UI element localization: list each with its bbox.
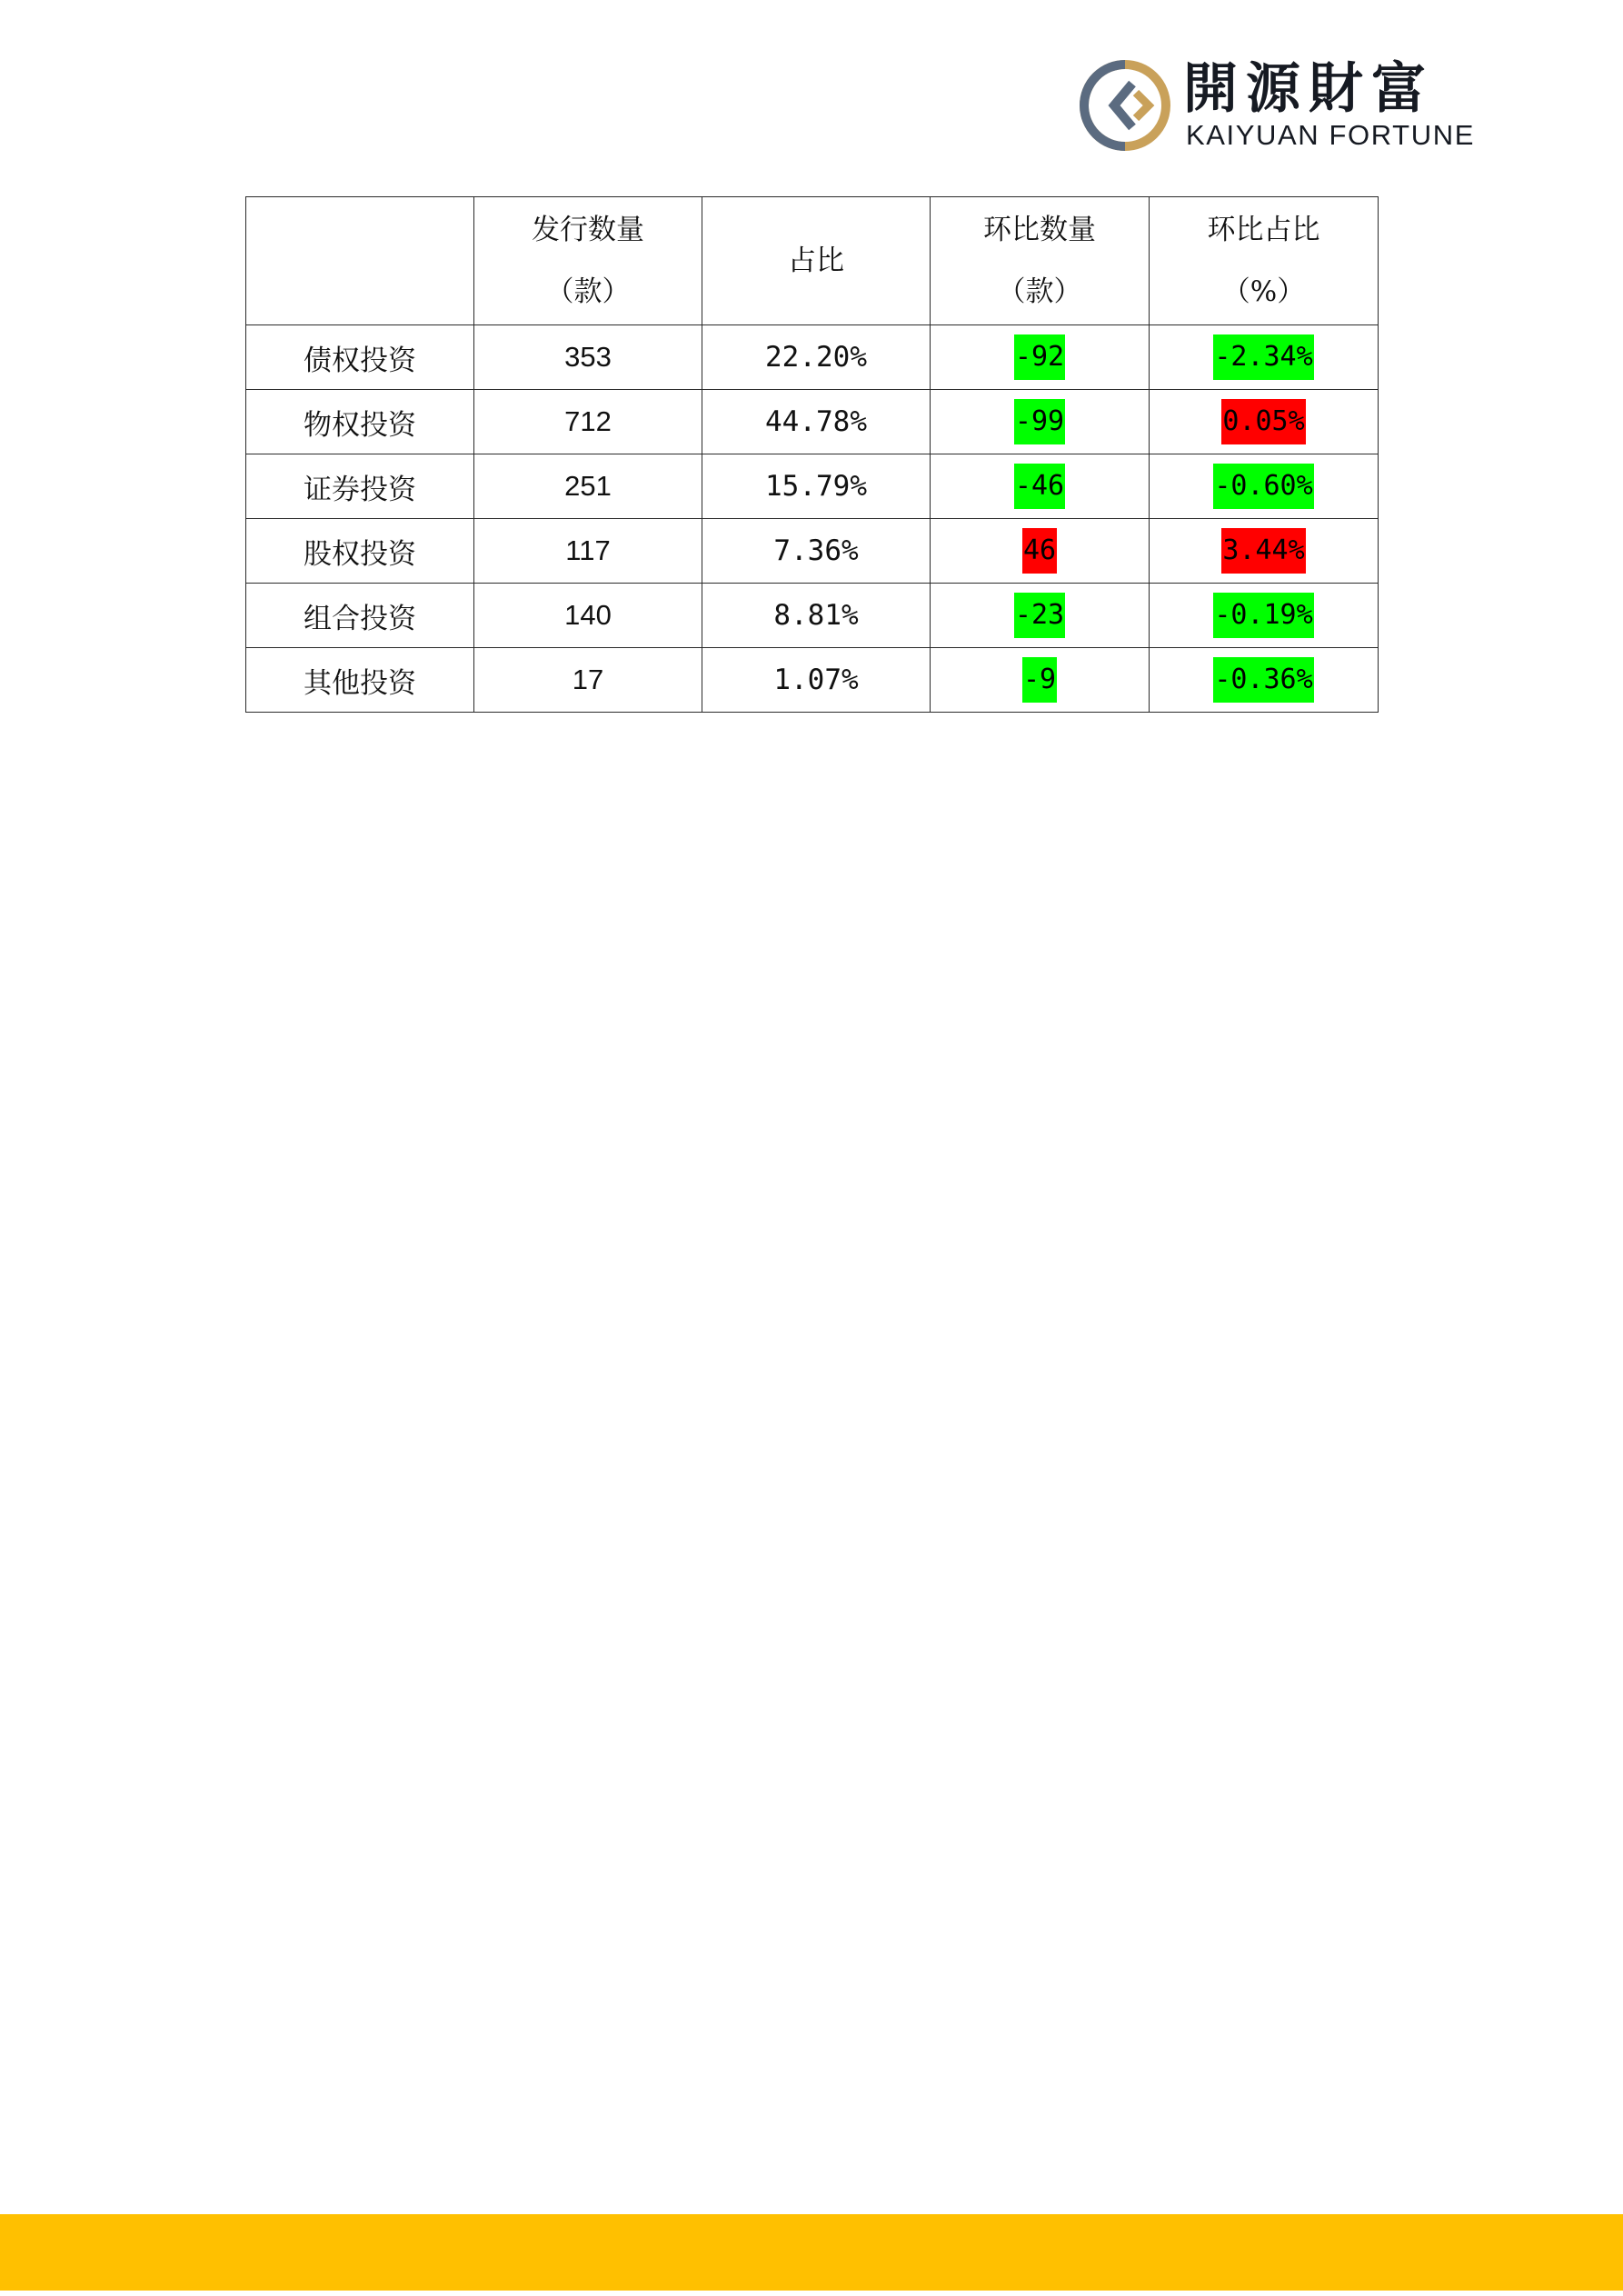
qoq-count-value: -23: [1014, 593, 1065, 638]
table-row: [246, 648, 1379, 713]
footer-color-band: [0, 2214, 1623, 2291]
table-row: [246, 390, 1379, 454]
cell-qoq-share: [1150, 325, 1379, 390]
cell-share: 44.78%: [702, 390, 931, 454]
table-header-row: [246, 197, 1379, 325]
cell-category: 股权投资: [246, 519, 474, 584]
cell-qoq-count: [931, 519, 1150, 584]
cell-category: 其他投资: [246, 648, 474, 713]
header-issuance-count: 发行数量 （款）: [474, 197, 702, 325]
cell-category: 证券投资: [246, 454, 474, 519]
qoq-count-value: -99: [1014, 399, 1065, 444]
cell-count: 353: [474, 325, 702, 390]
qoq-share-value: -0.36%: [1213, 657, 1313, 703]
cell-share: 1.07%: [702, 648, 931, 713]
qoq-share-value: -2.34%: [1213, 334, 1313, 380]
cell-qoq-share: [1150, 454, 1379, 519]
cell-count: 251: [474, 454, 702, 519]
qoq-count-value: 46: [1022, 528, 1057, 574]
cell-qoq-count: [931, 390, 1150, 454]
cell-category: 物权投资: [246, 390, 474, 454]
header-share: 占比: [702, 197, 931, 325]
cell-count: 140: [474, 584, 702, 648]
cell-share: 22.20%: [702, 325, 931, 390]
qoq-share-value: -0.60%: [1213, 464, 1313, 509]
cell-qoq-count: [931, 584, 1150, 648]
header-category: [246, 197, 474, 325]
cell-count: 117: [474, 519, 702, 584]
cell-qoq-share: [1150, 519, 1379, 584]
qoq-share-value: 0.05%: [1221, 399, 1305, 444]
cell-qoq-count: [931, 454, 1150, 519]
qoq-count-value: -46: [1014, 464, 1065, 509]
cell-category: 组合投资: [246, 584, 474, 648]
cell-share: 15.79%: [702, 454, 931, 519]
table-row: [246, 519, 1379, 584]
cell-count: 17: [474, 648, 702, 713]
cell-qoq-share: [1150, 390, 1379, 454]
header-qoq-count: 环比数量 （款）: [931, 197, 1150, 325]
table-row: [246, 584, 1379, 648]
table-row: [246, 325, 1379, 390]
cell-share: 8.81%: [702, 584, 931, 648]
brand-name-en: KAIYUAN FORTUNE: [1186, 119, 1475, 151]
table-row: [246, 454, 1379, 519]
qoq-count-value: -92: [1014, 334, 1065, 380]
cell-qoq-share: [1150, 584, 1379, 648]
brand-name-cn: 開源財富: [1183, 57, 1434, 121]
cell-share: 7.36%: [702, 519, 931, 584]
cell-qoq-share: [1150, 648, 1379, 713]
kaiyuan-k-mark-icon: [1080, 60, 1170, 151]
cell-category: 债权投资: [246, 325, 474, 390]
qoq-share-value: 3.44%: [1221, 528, 1305, 574]
kaiyuan-fortune-logo: [1080, 57, 1489, 155]
product-issuance-table: [245, 196, 1379, 713]
cell-qoq-count: [931, 325, 1150, 390]
qoq-count-value: -9: [1022, 657, 1057, 703]
header-qoq-share: 环比占比 （%）: [1150, 197, 1379, 325]
qoq-share-value: -0.19%: [1213, 593, 1313, 638]
cell-qoq-count: [931, 648, 1150, 713]
cell-count: 712: [474, 390, 702, 454]
